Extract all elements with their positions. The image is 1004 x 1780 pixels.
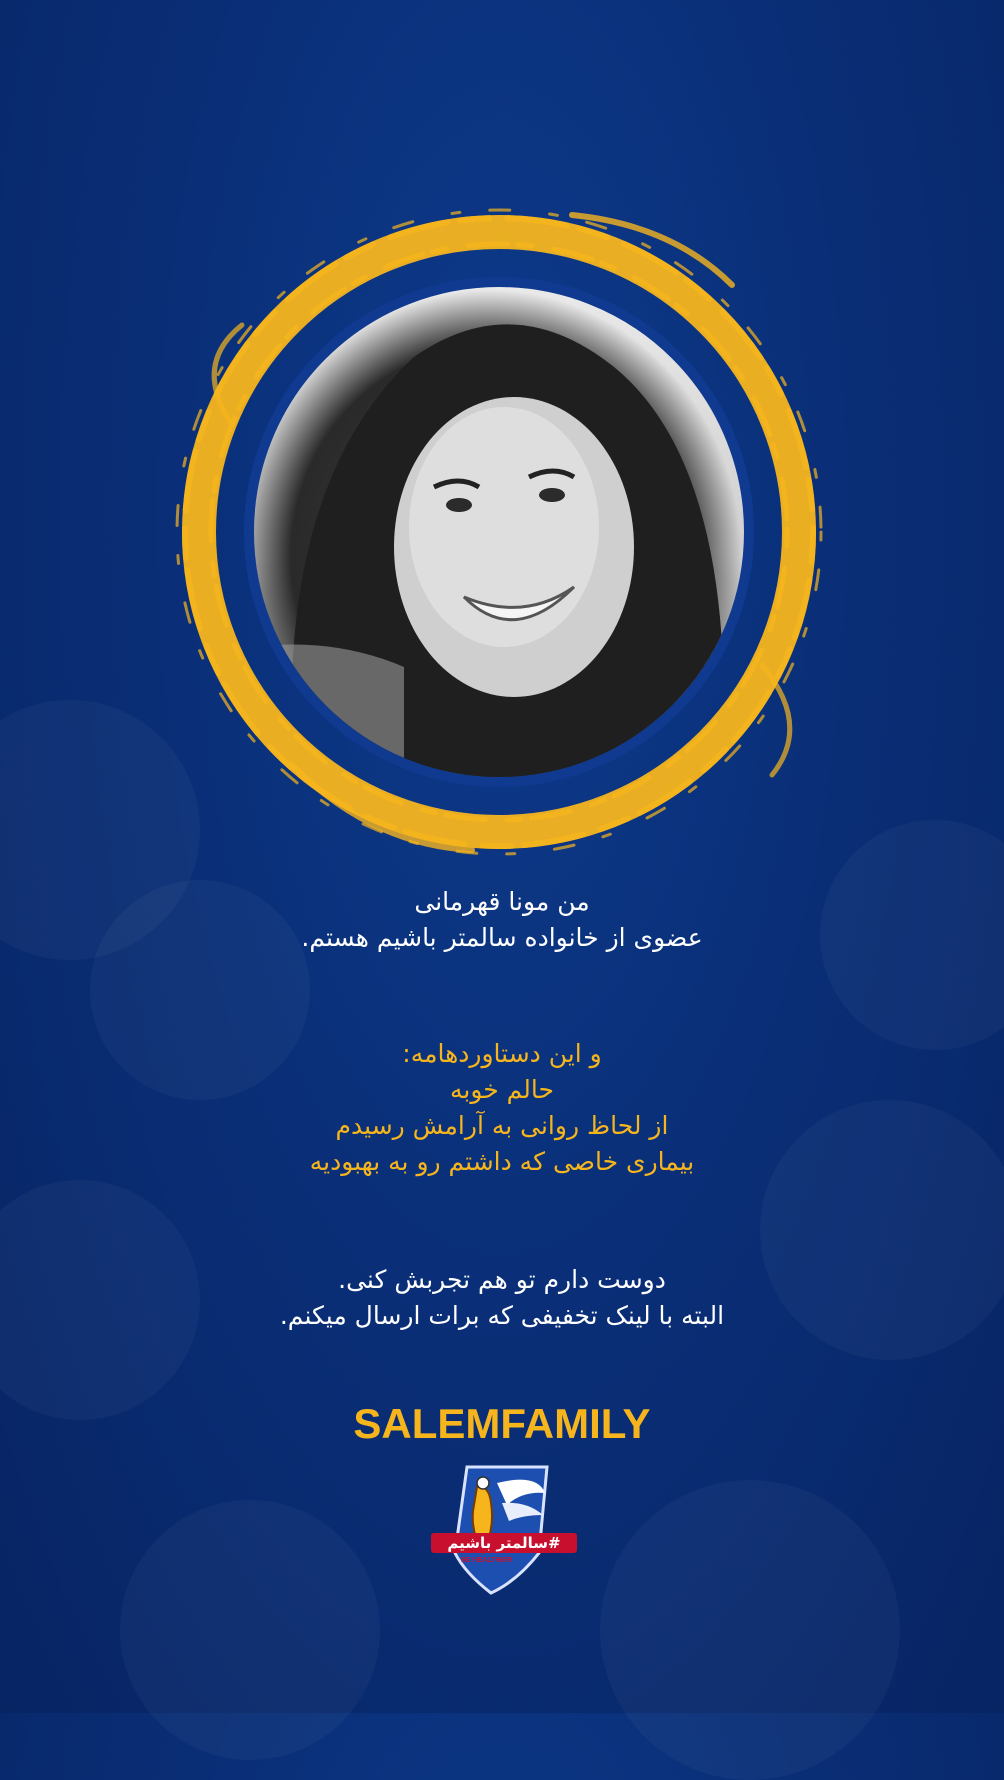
achievements-heading: و این دستاوردهامه: (402, 1039, 602, 1068)
achievement-item: بیماری خاصی که داشتم رو به بهبودیه (309, 1147, 695, 1176)
intro-member-line: عضوی از خانواده سالمتر باشیم هستم. (301, 923, 703, 952)
bokeh-light (120, 1500, 380, 1760)
salemtar-logo (427, 1463, 581, 1597)
achievement-item: از لحاظ روانی به آرامش رسیدم (335, 1111, 669, 1140)
brand-name: SALEMFAMILY (353, 1400, 651, 1447)
logo-text: #سالمتر باشیم (447, 1534, 561, 1552)
invite-section (0, 1262, 1004, 1334)
invite-line: دوست دارم تو هم تجربش کنی. (338, 1265, 666, 1294)
intro-section (0, 884, 1004, 956)
profile-photo (244, 277, 754, 787)
logo-subtext: BE HEALTHIER (461, 1557, 513, 1564)
achievements-section (0, 1036, 1004, 1180)
invite-link-line: البته با لینک تخفیفی که برات ارسال میکنم. (279, 1301, 725, 1330)
profile-portrait (172, 205, 826, 859)
bokeh-light (600, 1480, 900, 1780)
achievement-item: حالم خوبه (449, 1075, 554, 1104)
intro-name-line: من مونا قهرمانی (414, 887, 590, 916)
